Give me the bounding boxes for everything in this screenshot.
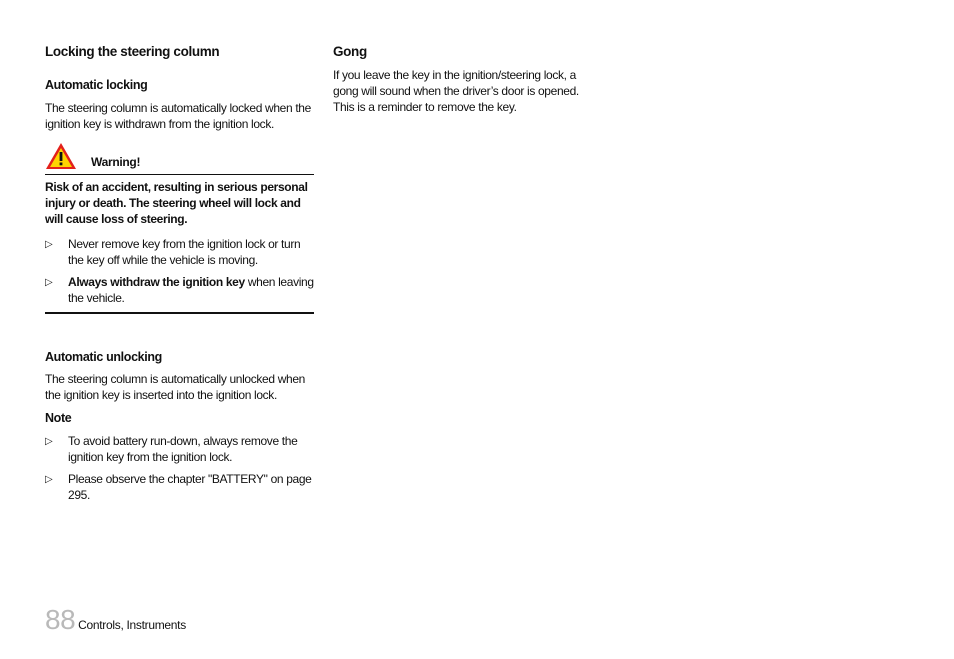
bullet-arrow-icon: ▷ [45,436,53,447]
automatic-unlocking-heading: Automatic unlocking [45,350,162,364]
note-bullet [45,471,314,503]
warning-header [45,146,314,175]
warning-triangle-icon [45,142,77,170]
note-bullet [45,433,314,465]
automatic-unlocking-text: The steering column is automatically unlocked when the ignition key is inserted into the ignition lock. [45,372,305,402]
warning-bullet-text: Never remove key from the ignition lock or turn the key off while the vehicle is moving. [68,237,301,267]
warning-label: Warning! [91,155,141,169]
bullet-arrow-icon: ▷ [45,277,53,288]
note-bullet-text: Please observe the chapter "BATTERY" on page 295. [68,472,312,502]
warning-risk-text: Risk of an accident, resulting in serious personal injury or death. The steering wheel will lock and will cause loss of steering. [45,180,308,226]
footer-section-name: Controls, Instruments [78,618,186,632]
warning-bullet [45,236,314,268]
bullet-arrow-icon: ▷ [45,239,53,250]
gong-heading: Gong [333,44,367,59]
section-title: Locking the steering column [45,44,220,59]
left-column [45,44,314,503]
warning-bullet-text: when leaving the vehicle. [68,275,314,305]
bullet-arrow-icon: ▷ [45,474,53,485]
automatic-locking-text: The steering column is automatically locked when the ignition key is withdrawn from the ignition lock. [45,101,311,131]
automatic-locking-heading: Automatic locking [45,78,148,92]
note-heading: Note [45,411,72,425]
gong-text: If you leave the key in the ignition/steering lock, a gong will sound when the driver’s door is opened. This is a reminder to remove the key. [333,68,579,114]
warning-end-rule [45,312,314,314]
page-number: 88 [45,604,76,635]
page-footer [45,604,186,634]
warning-bullet [45,274,314,306]
note-bullet-text: To avoid battery run-down, always remove the ignition key from the ignition lock. [68,434,298,464]
right-column [333,44,595,115]
warning-bullet-bold-text: Always withdraw the ignition key [68,275,245,289]
